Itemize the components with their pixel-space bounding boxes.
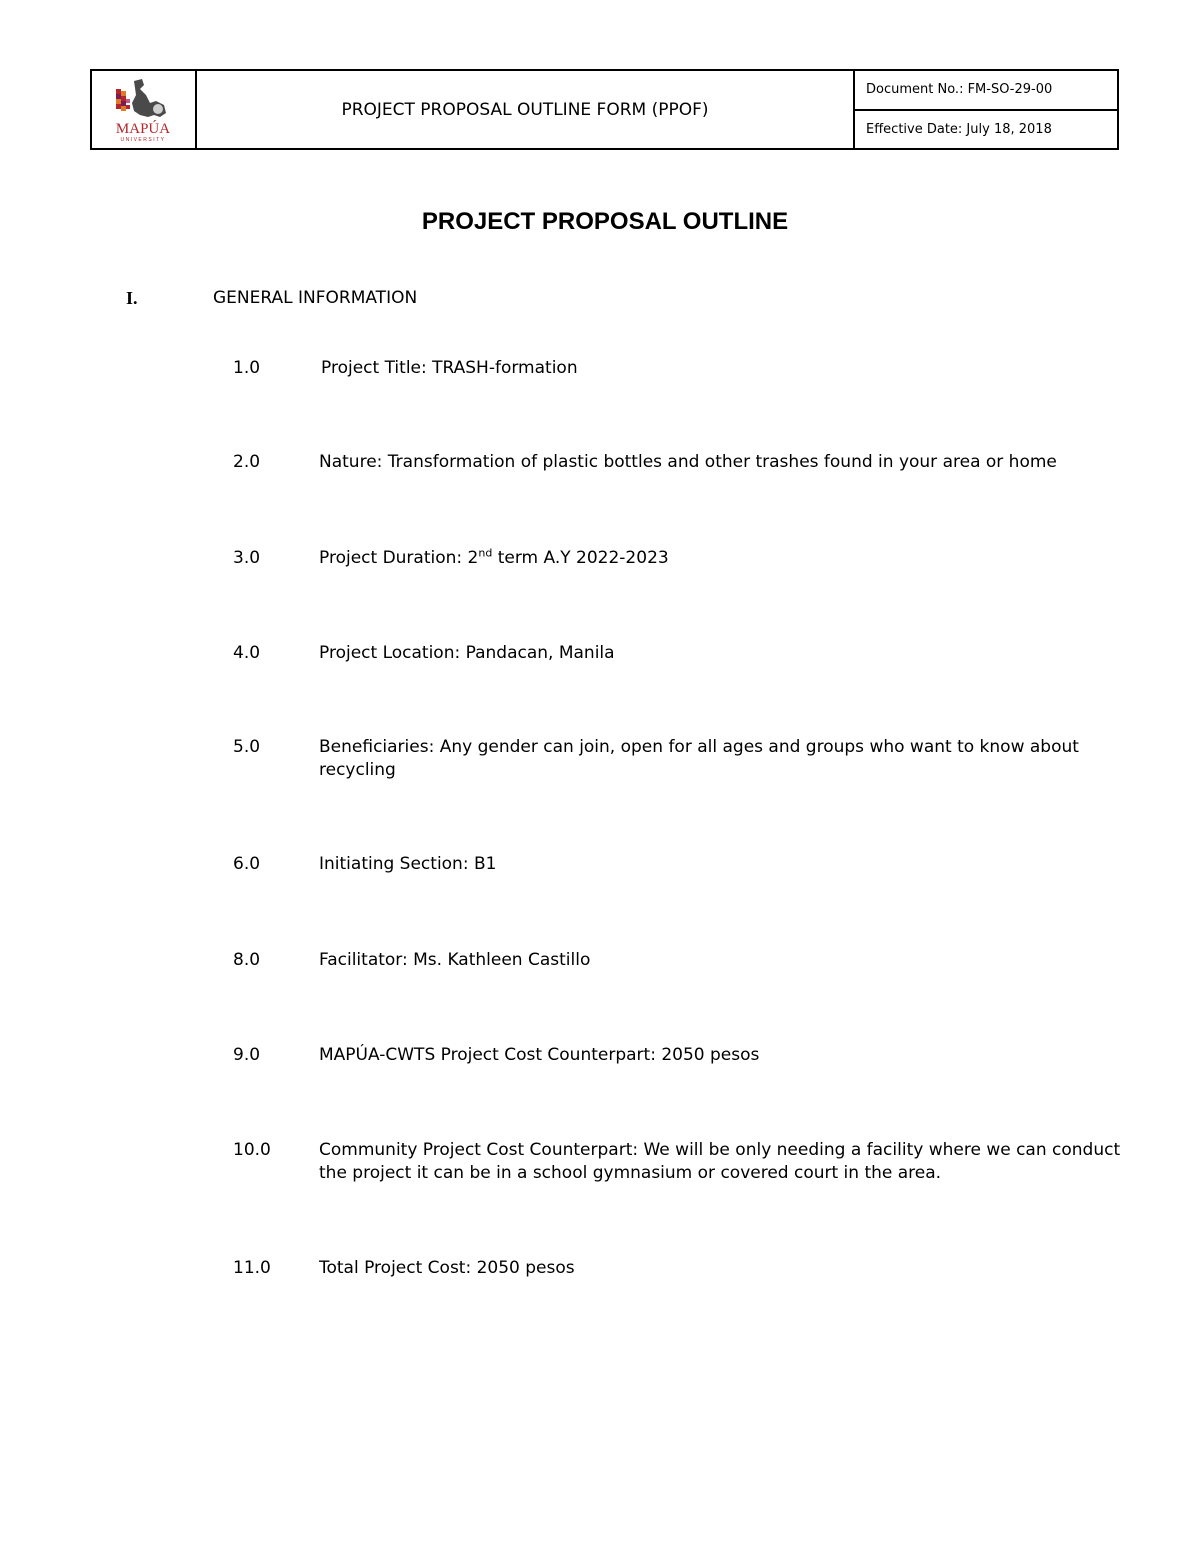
item-text: Community Project Cost Counterpart: We will be only needing a facility where we can conduct the project it can be in a school gymnasium or covered court in the area. [319, 1140, 1121, 1183]
mapua-logo [110, 77, 176, 147]
section-number: I. [126, 288, 138, 308]
item-text: Initiating Section: B1 [319, 854, 497, 874]
section-title: GENERAL INFORMATION [213, 288, 418, 308]
document-meta [855, 71, 1117, 148]
item-number: 1.0 [233, 358, 261, 378]
form-title: PROJECT PROPOSAL OUTLINE FORM (PPOF) [197, 71, 855, 148]
item-number: 5.0 [233, 737, 261, 757]
ordinal-suffix: nd [478, 546, 493, 560]
item-text: MAPÚA-CWTS Project Cost Counterpart: 2050 pesos [319, 1045, 760, 1065]
document-number: Document No.: FM-SO-29-00 [866, 82, 1053, 98]
logo-subtext: UNIVERSITY [120, 137, 166, 143]
item-text: Nature: Transformation of plastic bottles and other trashes found in your area or home [319, 452, 1057, 472]
item-number: 2.0 [233, 452, 261, 472]
item-number: 9.0 [233, 1045, 261, 1065]
logo-mosaic [116, 89, 130, 111]
item-text: Project Title: TRASH-formation [321, 358, 578, 378]
item-text: Facilitator: Ms. Kathleen Castillo [319, 950, 591, 970]
item-text-before: Project Duration: 2 [319, 548, 479, 568]
item-text: Project Location: Pandacan, Manila [319, 643, 615, 663]
page-title: PROJECT PROPOSAL OUTLINE [421, 208, 789, 235]
item-text: Total Project Cost: 2050 pesos [319, 1258, 575, 1278]
document-header [90, 69, 1119, 150]
item-number: 10.0 [233, 1140, 271, 1160]
effective-date: Effective Date: July 18, 2018 [855, 109, 1117, 149]
item-number: 6.0 [233, 854, 261, 874]
item-number: 3.0 [233, 548, 261, 568]
item-text [319, 547, 1149, 570]
item-text-after: term A.Y 2022-2023 [492, 548, 669, 568]
item-text: Beneficiaries: Any gender can join, open for all ages and groups who want to know about recycling [319, 737, 1079, 780]
item-number: 8.0 [233, 950, 261, 970]
logo-cell [92, 71, 197, 148]
item-number: 4.0 [233, 643, 261, 663]
item-number: 11.0 [233, 1258, 271, 1278]
logo-text: MAPÚA [115, 121, 171, 137]
